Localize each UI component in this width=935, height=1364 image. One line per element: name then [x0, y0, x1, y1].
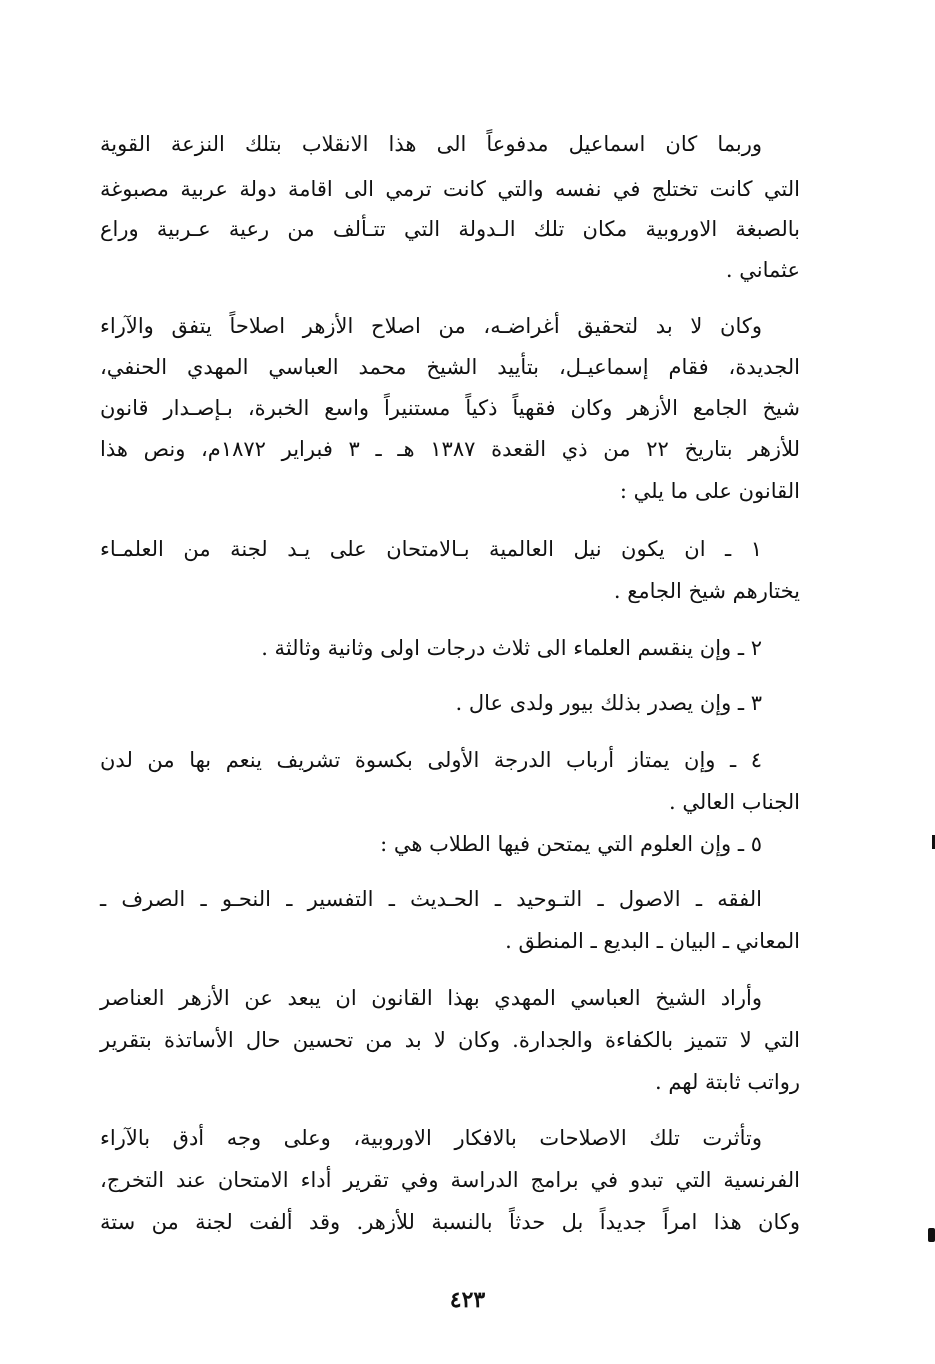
list-item-line: يختارهم شيخ الجامع . — [613, 579, 800, 603]
text-line: شيخ الجامع الأزهر وكان فقهياً ذكياً مستنيراً واسع الخبرة، بـإصـدار قانون — [100, 396, 800, 420]
text-line: الفرنسية التي تبدو في برامج الدراسة وفي تقرير أداء الامتحان عند التخرج، — [100, 1168, 800, 1192]
list-item-line: ٣ ـ وإن يصدر بذلك بيور ولدى عال . — [455, 691, 762, 715]
text-line: وأراد الشيخ العباسي المهدي بهذا القانون ان يبعد عن الأزهر العناصر — [100, 986, 762, 1010]
text-line: الفقه ـ الاصول ـ التـوحيد ـ الحـديث ـ التفسير ـ النحـو ـ الصرف ـ — [100, 887, 762, 911]
text-line: المعاني ـ البيان ـ البديع ـ المنطق . — [505, 929, 800, 953]
text-line: للأزهر بتاريخ ٢٢ من ذي القعدة ١٣٨٧ هـ ـ ٣ فبراير ١٨٧٢م، ونص هذا — [100, 437, 800, 461]
scan-edge-mark — [928, 1228, 935, 1242]
text-line: وكان هذا امراً جديداً بل حدثاً بالنسبة للأزهر. وقد ألفت لجنة من ستة — [100, 1210, 800, 1234]
text-line: وتأثرت تلك الاصلاحات بالافكار الاوروبية، وعلى وجه أدق بالآراء — [100, 1126, 762, 1150]
text-line: عثماني . — [725, 258, 800, 282]
text-line: وربما كان اسماعيل مدفوعاً الى هذا الانقلاب بتلك النزعة القوية — [100, 132, 762, 156]
text-line: الجديدة، فقام إسماعيـل، بتأييد الشيخ محمد العباسي المهدي الحنفي، — [100, 355, 800, 379]
text-line: وكان لا بد لتحقيق أغراضـه، من اصلاح الأزهر اصلاحاً يتفق والآراء — [100, 314, 762, 338]
list-item-line: الجناب العالي . — [669, 790, 800, 814]
list-item-line: ٢ ـ وإن ينقسم العلماء الى ثلاث درجات اولى وثانية وثالثة . — [261, 636, 762, 660]
list-item-line: ٤ ـ وإن يمتاز أرباب الدرجة الأولى بكسوة تشريف ينعم بها من لدن — [100, 748, 762, 772]
text-line: القانون على ما يلي : — [619, 479, 800, 503]
page-number: ٤٢٣ — [449, 1287, 486, 1313]
text-line: رواتب ثابتة لهم . — [654, 1070, 800, 1094]
list-item-line: ١ ـ ان يكون نيل العالمية بـالامتحان على يـد لجنة من العلمـاء — [100, 537, 762, 561]
list-item-line: ٥ ـ وإن العلوم التي يمتحن فيها الطلاب هي : — [380, 832, 762, 856]
text-line: بالصبغة الاوروبية مكان تلك الـدولة التي تتـألف من رعية عـربية وراع — [100, 217, 800, 241]
text-line: التي كانت تختلج في نفسه والتي كانت ترمي الى اقامة دولة عربية مصبوغة — [100, 177, 800, 201]
text-line: التي لا تتميز بالكفاءة والجدارة. وكان لا بد من تحسين حال الأساتذة بتقرير — [100, 1028, 800, 1052]
